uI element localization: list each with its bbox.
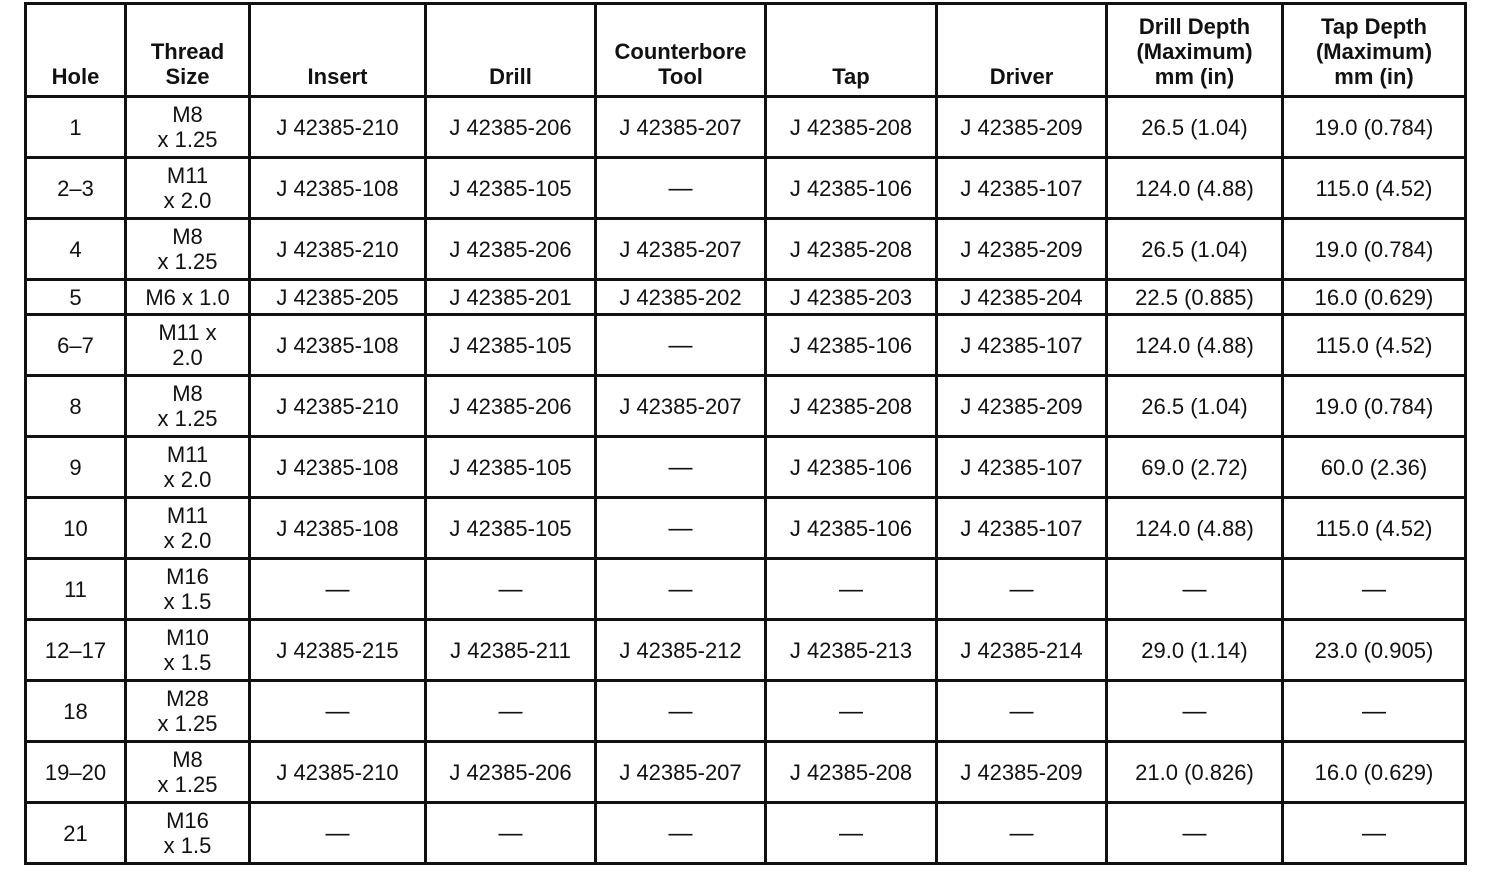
hole-cell: 10	[26, 498, 126, 559]
thread-size-cell: M8 x 1.25	[126, 97, 250, 158]
tap-cell: —	[766, 803, 937, 864]
header-tap-depth	[1283, 4, 1466, 97]
drill-cell: J 42385-206	[426, 97, 596, 158]
tap-cell: J 42385-208	[766, 376, 937, 437]
counterbore-tool-cell: J 42385-202	[596, 280, 766, 315]
thread-size-cell: M11 x 2.0	[126, 437, 250, 498]
drill-cell: J 42385-211	[426, 620, 596, 681]
header-tap-depth-line: Tap Depth	[1321, 14, 1427, 39]
driver-cell: J 42385-107	[937, 437, 1107, 498]
tap-depth-cell: 19.0 (0.784)	[1283, 97, 1466, 158]
hole-cell: 19–20	[26, 742, 126, 803]
table-row	[26, 97, 1466, 158]
thread-size-cell: M11 x 2.0	[126, 498, 250, 559]
header-row	[26, 4, 1466, 97]
table-row	[26, 315, 1466, 376]
hole-cell: 9	[26, 437, 126, 498]
tap-depth-cell: —	[1283, 681, 1466, 742]
drill-cell: J 42385-105	[426, 498, 596, 559]
table-row	[26, 803, 1466, 864]
driver-cell: —	[937, 559, 1107, 620]
header-tap	[766, 4, 937, 97]
table-row	[26, 620, 1466, 681]
insert-cell: J 42385-210	[250, 97, 426, 158]
table-row	[26, 559, 1466, 620]
tap-cell: J 42385-208	[766, 742, 937, 803]
drill-depth-cell: 26.5 (1.04)	[1107, 219, 1283, 280]
counterbore-tool-cell: J 42385-207	[596, 742, 766, 803]
header-tap-depth-line: mm (in)	[1334, 64, 1414, 89]
tap-cell: J 42385-208	[766, 219, 937, 280]
table-row	[26, 219, 1466, 280]
insert-cell: —	[250, 681, 426, 742]
drill-depth-cell: 26.5 (1.04)	[1107, 97, 1283, 158]
hole-cell: 2–3	[26, 158, 126, 219]
thread-size-cell: M11 x 2.0	[126, 315, 250, 376]
insert-cell: —	[250, 803, 426, 864]
insert-cell: —	[250, 559, 426, 620]
header-drill-line: Drill	[489, 64, 532, 89]
counterbore-tool-cell: J 42385-207	[596, 219, 766, 280]
driver-cell: J 42385-209	[937, 742, 1107, 803]
hole-cell: 4	[26, 219, 126, 280]
thread-size-cell: M10 x 1.5	[126, 620, 250, 681]
tap-depth-cell: —	[1283, 559, 1466, 620]
driver-cell: J 42385-107	[937, 315, 1107, 376]
header-drill	[426, 4, 596, 97]
table-row	[26, 437, 1466, 498]
insert-cell: J 42385-215	[250, 620, 426, 681]
thread-repair-tool-table	[24, 2, 1467, 865]
tap-depth-cell: —	[1283, 803, 1466, 864]
counterbore-tool-cell: —	[596, 437, 766, 498]
counterbore-tool-cell: J 42385-207	[596, 376, 766, 437]
insert-cell: J 42385-108	[250, 315, 426, 376]
drill-cell: J 42385-105	[426, 315, 596, 376]
driver-cell: —	[937, 681, 1107, 742]
hole-cell: 11	[26, 559, 126, 620]
tap-depth-cell: 115.0 (4.52)	[1283, 315, 1466, 376]
insert-cell: J 42385-108	[250, 498, 426, 559]
counterbore-tool-cell: —	[596, 498, 766, 559]
tap-cell: J 42385-106	[766, 498, 937, 559]
table-row	[26, 280, 1466, 315]
tap-cell: —	[766, 681, 937, 742]
insert-cell: J 42385-108	[250, 437, 426, 498]
hole-cell: 5	[26, 280, 126, 315]
thread-size-cell: M16 x 1.5	[126, 803, 250, 864]
thread-size-cell: M11 x 2.0	[126, 158, 250, 219]
tool-table-container	[24, 2, 1464, 865]
header-tap-depth-line: (Maximum)	[1315, 39, 1433, 64]
tap-depth-cell: 16.0 (0.629)	[1283, 280, 1466, 315]
header-drill-depth-line: mm (in)	[1154, 64, 1235, 89]
tap-cell: J 42385-106	[766, 315, 937, 376]
header-thread-size-line: Thread	[150, 39, 225, 64]
header-insert	[250, 4, 426, 97]
drill-cell: J 42385-206	[426, 376, 596, 437]
tap-depth-cell: 19.0 (0.784)	[1283, 219, 1466, 280]
drill-cell: J 42385-206	[426, 219, 596, 280]
driver-cell: J 42385-209	[937, 376, 1107, 437]
tap-cell: J 42385-106	[766, 158, 937, 219]
drill-depth-cell: 124.0 (4.88)	[1107, 498, 1283, 559]
thread-size-cell: M16 x 1.5	[126, 559, 250, 620]
insert-cell: J 42385-108	[250, 158, 426, 219]
driver-cell: J 42385-107	[937, 498, 1107, 559]
tap-cell: J 42385-203	[766, 280, 937, 315]
table-row	[26, 498, 1466, 559]
counterbore-tool-cell: —	[596, 315, 766, 376]
header-insert-line: Insert	[307, 64, 368, 89]
drill-depth-cell: 124.0 (4.88)	[1107, 315, 1283, 376]
hole-cell: 18	[26, 681, 126, 742]
table-row	[26, 376, 1466, 437]
header-hole	[26, 4, 126, 97]
thread-size-cell: M8 x 1.25	[126, 219, 250, 280]
drill-depth-cell: 29.0 (1.14)	[1107, 620, 1283, 681]
header-driver	[937, 4, 1107, 97]
driver-cell: —	[937, 803, 1107, 864]
counterbore-tool-cell: —	[596, 681, 766, 742]
drill-depth-cell: 22.5 (0.885)	[1107, 280, 1283, 315]
drill-depth-cell: 124.0 (4.88)	[1107, 158, 1283, 219]
tap-cell: J 42385-208	[766, 97, 937, 158]
drill-depth-cell: —	[1107, 681, 1283, 742]
drill-depth-cell: 69.0 (2.72)	[1107, 437, 1283, 498]
header-drill-depth-line: (Maximum)	[1136, 39, 1253, 64]
tap-depth-cell: 115.0 (4.52)	[1283, 158, 1466, 219]
header-counterbore-tool-line: Tool	[658, 64, 703, 89]
hole-cell: 12–17	[26, 620, 126, 681]
hole-cell: 6–7	[26, 315, 126, 376]
hole-cell: 21	[26, 803, 126, 864]
drill-depth-cell: —	[1107, 803, 1283, 864]
drill-depth-cell: 26.5 (1.04)	[1107, 376, 1283, 437]
header-driver-line: Driver	[989, 64, 1054, 89]
thread-size-cell: M28 x 1.25	[126, 681, 250, 742]
insert-cell: J 42385-210	[250, 742, 426, 803]
driver-cell: J 42385-214	[937, 620, 1107, 681]
tap-depth-cell: 60.0 (2.36)	[1283, 437, 1466, 498]
driver-cell: J 42385-107	[937, 158, 1107, 219]
thread-size-cell: M6 x 1.0	[126, 280, 250, 315]
header-drill-depth-line: Drill Depth	[1138, 14, 1251, 39]
table-row	[26, 158, 1466, 219]
insert-cell: J 42385-210	[250, 376, 426, 437]
counterbore-tool-cell: J 42385-207	[596, 97, 766, 158]
header-hole-line: Hole	[51, 64, 100, 89]
counterbore-tool-cell: —	[596, 803, 766, 864]
header-drill-depth	[1107, 4, 1283, 97]
insert-cell: J 42385-205	[250, 280, 426, 315]
counterbore-tool-cell: J 42385-212	[596, 620, 766, 681]
tap-depth-cell: 16.0 (0.629)	[1283, 742, 1466, 803]
thread-size-cell: M8 x 1.25	[126, 376, 250, 437]
insert-cell: J 42385-210	[250, 219, 426, 280]
counterbore-tool-cell: —	[596, 158, 766, 219]
drill-cell: —	[426, 559, 596, 620]
drill-depth-cell: —	[1107, 559, 1283, 620]
thread-size-cell: M8 x 1.25	[126, 742, 250, 803]
table-row	[26, 742, 1466, 803]
header-thread-size-line: Size	[165, 64, 210, 89]
drill-cell: J 42385-206	[426, 742, 596, 803]
table-body	[26, 97, 1466, 864]
driver-cell: J 42385-204	[937, 280, 1107, 315]
tap-cell: —	[766, 559, 937, 620]
counterbore-tool-cell: —	[596, 559, 766, 620]
drill-cell: —	[426, 681, 596, 742]
header-tap-line: Tap	[832, 64, 870, 89]
tap-depth-cell: 19.0 (0.784)	[1283, 376, 1466, 437]
tap-depth-cell: 23.0 (0.905)	[1283, 620, 1466, 681]
table-row	[26, 681, 1466, 742]
drill-cell: J 42385-201	[426, 280, 596, 315]
drill-cell: J 42385-105	[426, 437, 596, 498]
drill-cell: J 42385-105	[426, 158, 596, 219]
header-counterbore-tool-line: Counterbore	[614, 39, 747, 64]
hole-cell: 1	[26, 97, 126, 158]
tap-cell: J 42385-106	[766, 437, 937, 498]
header-counterbore-tool	[596, 4, 766, 97]
drill-cell: —	[426, 803, 596, 864]
drill-depth-cell: 21.0 (0.826)	[1107, 742, 1283, 803]
tap-depth-cell: 115.0 (4.52)	[1283, 498, 1466, 559]
header-thread-size	[126, 4, 250, 97]
driver-cell: J 42385-209	[937, 97, 1107, 158]
driver-cell: J 42385-209	[937, 219, 1107, 280]
hole-cell: 8	[26, 376, 126, 437]
tap-cell: J 42385-213	[766, 620, 937, 681]
